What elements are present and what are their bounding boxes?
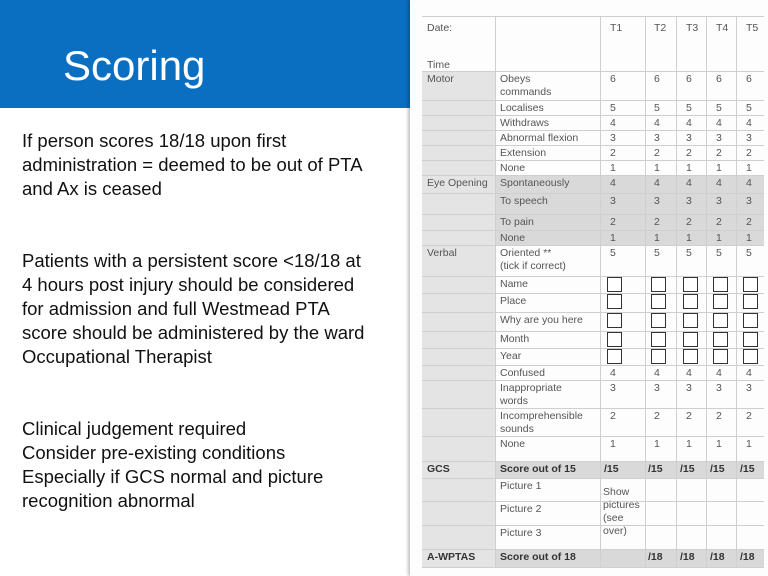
score-value: 1 <box>654 162 660 174</box>
grid-line <box>422 525 764 526</box>
row-item-label: Inappropriate <box>500 382 562 394</box>
score-value: /18 <box>710 551 725 563</box>
row-item-label: sounds <box>500 423 534 435</box>
score-value: 4 <box>746 117 752 129</box>
row-item-label: Withdraws <box>500 117 550 129</box>
tick-checkbox[interactable] <box>651 349 666 364</box>
score-value: 6 <box>654 73 660 85</box>
score-value: 4 <box>716 117 722 129</box>
score-value: 2 <box>654 410 660 422</box>
date-label: Date: <box>427 22 453 34</box>
trial-header: T5 <box>746 22 759 34</box>
score-value: /15 <box>740 463 755 475</box>
paragraph-line: Patients with a persistent score <18/18 at <box>22 250 361 271</box>
score-value: 4 <box>686 117 692 129</box>
score-value: 4 <box>686 177 692 189</box>
row-item-label: Extension <box>500 147 547 159</box>
score-value: /18 <box>648 551 663 563</box>
score-value: 1 <box>746 232 752 244</box>
paragraph-line: recognition abnormal <box>22 490 195 511</box>
row-item-label: Place <box>500 295 527 307</box>
show-pictures-note: (see <box>603 512 624 524</box>
tick-checkbox[interactable] <box>683 349 698 364</box>
score-value: 4 <box>654 367 660 379</box>
paragraph-line: Especially if GCS normal and picture <box>22 466 324 487</box>
score-value: 1 <box>610 162 616 174</box>
tick-checkbox[interactable] <box>683 332 698 347</box>
grid-line <box>422 461 764 462</box>
score-value: /18 <box>740 551 755 563</box>
score-value: 2 <box>654 216 660 228</box>
score-value: 3 <box>686 132 692 144</box>
tick-checkbox[interactable] <box>607 313 622 328</box>
row-item-label: None <box>500 232 526 244</box>
score-value: 4 <box>610 367 616 379</box>
score-value: 4 <box>716 367 722 379</box>
score-value: 4 <box>716 177 722 189</box>
score-value: 4 <box>746 177 752 189</box>
grid-line <box>422 193 764 194</box>
row-item-label: Picture 2 <box>500 503 542 515</box>
trial-header: T4 <box>716 22 729 34</box>
grid-line <box>645 16 646 567</box>
row-item-label: Score out of 15 <box>500 463 576 475</box>
trial-header: T1 <box>610 22 623 34</box>
grid-line <box>422 408 764 409</box>
trial-header: T2 <box>654 22 667 34</box>
grid-line <box>422 436 764 437</box>
score-value: 6 <box>716 73 722 85</box>
score-value: 1 <box>716 438 722 450</box>
tick-checkbox[interactable] <box>743 294 758 309</box>
row-item-label: Abnormal flexion <box>500 132 579 144</box>
score-value: 3 <box>746 132 752 144</box>
time-label: Time <box>427 59 450 71</box>
tick-checkbox[interactable] <box>743 349 758 364</box>
paragraph-out-of-pta <box>22 129 402 201</box>
row-item-label: Obeys <box>500 73 531 85</box>
grid-line <box>422 130 764 131</box>
row-item-label: Localises <box>500 102 544 114</box>
score-value: 5 <box>746 102 752 114</box>
tick-checkbox[interactable] <box>683 313 698 328</box>
score-value: 4 <box>610 117 616 129</box>
grid-line <box>422 115 764 116</box>
show-pictures-note: pictures <box>603 499 640 511</box>
tick-checkbox[interactable] <box>607 294 622 309</box>
row-item-label: words <box>500 395 529 407</box>
trial-header: T3 <box>686 22 699 34</box>
score-value: 2 <box>746 216 752 228</box>
tick-checkbox[interactable] <box>713 277 728 292</box>
grid-line <box>422 16 764 17</box>
score-value: 3 <box>746 195 752 207</box>
row-category: A-WPTAS <box>427 551 476 563</box>
grid-line <box>422 245 764 246</box>
row-item-label: Picture 3 <box>500 527 542 539</box>
grid-line <box>706 16 707 567</box>
show-pictures-note: Show <box>603 486 630 498</box>
row-item-label: Picture 1 <box>500 480 542 492</box>
score-value: 6 <box>610 73 616 85</box>
tick-checkbox[interactable] <box>607 277 622 292</box>
row-item-label: Incomprehensible <box>500 410 583 422</box>
score-value: 2 <box>686 216 692 228</box>
paragraph-line: for admission and full Westmead PTA <box>22 298 330 319</box>
score-value: 2 <box>686 147 692 159</box>
paragraph-line: Occupational Therapist <box>22 346 212 367</box>
score-value: 1 <box>654 232 660 244</box>
grid-line <box>422 380 764 381</box>
paragraph-line: score should be administered by the ward <box>22 322 365 343</box>
score-value: /15 <box>710 463 725 475</box>
row-category: Motor <box>427 73 454 85</box>
row-item-label: None <box>500 162 526 174</box>
score-value: 4 <box>686 367 692 379</box>
score-value: 3 <box>716 382 722 394</box>
tick-checkbox[interactable] <box>713 294 728 309</box>
row-item-label: Oriented ** <box>500 247 552 259</box>
grid-line <box>495 16 496 567</box>
score-value: 2 <box>716 410 722 422</box>
paragraph-line: Clinical judgement required <box>22 418 247 439</box>
row-item-label: commands <box>500 86 552 98</box>
row-category: GCS <box>427 463 450 475</box>
score-value: 1 <box>610 438 616 450</box>
score-value: 5 <box>686 102 692 114</box>
grid-line <box>422 478 764 479</box>
score-value: 1 <box>686 162 692 174</box>
score-value: 1 <box>716 162 722 174</box>
score-value: 3 <box>686 382 692 394</box>
score-value: 2 <box>686 410 692 422</box>
score-value: 6 <box>686 73 692 85</box>
show-pictures-note: over) <box>603 525 627 537</box>
paragraph-line: 4 hours post injury should be considered <box>22 274 355 295</box>
paragraph-line: If person scores 18/18 upon first <box>22 130 287 151</box>
score-value: 4 <box>746 367 752 379</box>
row-item-label: Spontaneously <box>500 177 570 189</box>
row-item-label: Year <box>500 350 522 362</box>
tick-checkbox[interactable] <box>743 313 758 328</box>
row-item-label: To speech <box>500 195 548 207</box>
tick-checkbox[interactable] <box>651 332 666 347</box>
score-value: /15 <box>680 463 695 475</box>
slide-title: Scoring <box>63 42 206 89</box>
score-value: 3 <box>610 382 616 394</box>
score-value: 3 <box>654 195 660 207</box>
score-value: 2 <box>716 147 722 159</box>
tick-checkbox[interactable] <box>607 349 622 364</box>
row-item-label: Score out of 18 <box>500 551 576 563</box>
score-value: /15 <box>604 463 619 475</box>
score-value: 3 <box>610 195 616 207</box>
grid-line <box>422 501 764 502</box>
score-value: 2 <box>746 147 752 159</box>
grid-line <box>422 230 764 231</box>
grid-line <box>422 71 764 72</box>
paragraph-line: Consider pre-existing conditions <box>22 442 286 463</box>
score-value: 5 <box>716 102 722 114</box>
score-value: 5 <box>610 102 616 114</box>
score-value: 2 <box>610 410 616 422</box>
score-value: 1 <box>746 438 752 450</box>
score-value: 3 <box>716 132 722 144</box>
tick-checkbox[interactable] <box>713 313 728 328</box>
score-value: 5 <box>610 247 616 259</box>
row-item-label: Confused <box>500 367 545 379</box>
grid-line <box>676 16 677 567</box>
score-value: 1 <box>746 162 752 174</box>
score-value: /18 <box>680 551 695 563</box>
wptas-score-form <box>410 0 768 576</box>
tick-checkbox[interactable] <box>713 332 728 347</box>
row-item-label: (tick if correct) <box>500 260 566 272</box>
tick-checkbox[interactable] <box>607 332 622 347</box>
score-value: 2 <box>746 410 752 422</box>
score-value: 4 <box>654 117 660 129</box>
score-value: 5 <box>654 102 660 114</box>
score-value: 2 <box>654 147 660 159</box>
grid-line <box>422 365 764 366</box>
score-value: 3 <box>716 195 722 207</box>
grid-line <box>422 160 764 161</box>
tick-checkbox[interactable] <box>743 277 758 292</box>
grid-line <box>422 175 764 176</box>
score-value: 1 <box>686 232 692 244</box>
score-value: 5 <box>746 247 752 259</box>
paragraph-line: and Ax is ceased <box>22 178 162 199</box>
row-item-label: Name <box>500 278 529 290</box>
row-item-label: Month <box>500 333 530 345</box>
tick-checkbox[interactable] <box>713 349 728 364</box>
row-category: Eye Opening <box>427 177 488 189</box>
grid-line <box>422 214 764 215</box>
score-value: 2 <box>716 216 722 228</box>
tick-checkbox[interactable] <box>743 332 758 347</box>
score-value: 1 <box>686 438 692 450</box>
score-value: 2 <box>610 147 616 159</box>
paragraph-clinical-judgement <box>22 417 402 513</box>
score-value: 4 <box>610 177 616 189</box>
score-value: 3 <box>654 132 660 144</box>
tick-checkbox[interactable] <box>651 294 666 309</box>
score-value: 3 <box>746 382 752 394</box>
score-value: 3 <box>654 382 660 394</box>
grid-line <box>422 100 764 101</box>
paragraph-line: administration = deemed to be out of PTA <box>22 154 363 175</box>
paragraph-persistent-score <box>22 249 402 369</box>
score-value: 3 <box>686 195 692 207</box>
score-value: /15 <box>648 463 663 475</box>
score-value: 3 <box>610 132 616 144</box>
score-value: 1 <box>716 232 722 244</box>
score-value: 1 <box>610 232 616 244</box>
row-item-label: None <box>500 438 526 450</box>
score-value: 5 <box>654 247 660 259</box>
tick-checkbox[interactable] <box>683 277 698 292</box>
score-value: 4 <box>654 177 660 189</box>
grid-line <box>736 16 737 567</box>
tick-checkbox[interactable] <box>683 294 698 309</box>
score-value: 5 <box>716 247 722 259</box>
row-item-label: To pain <box>500 216 534 228</box>
score-value: 2 <box>610 216 616 228</box>
grid-line <box>422 145 764 146</box>
grid-line <box>422 567 764 568</box>
grid-line <box>600 16 601 567</box>
tick-checkbox[interactable] <box>651 313 666 328</box>
score-value: 6 <box>746 73 752 85</box>
row-item-label: Why are you here <box>500 314 583 326</box>
score-value: 5 <box>686 247 692 259</box>
row-category: Verbal <box>427 247 457 259</box>
grid-line <box>422 549 764 550</box>
score-value: 1 <box>654 438 660 450</box>
tick-checkbox[interactable] <box>651 277 666 292</box>
